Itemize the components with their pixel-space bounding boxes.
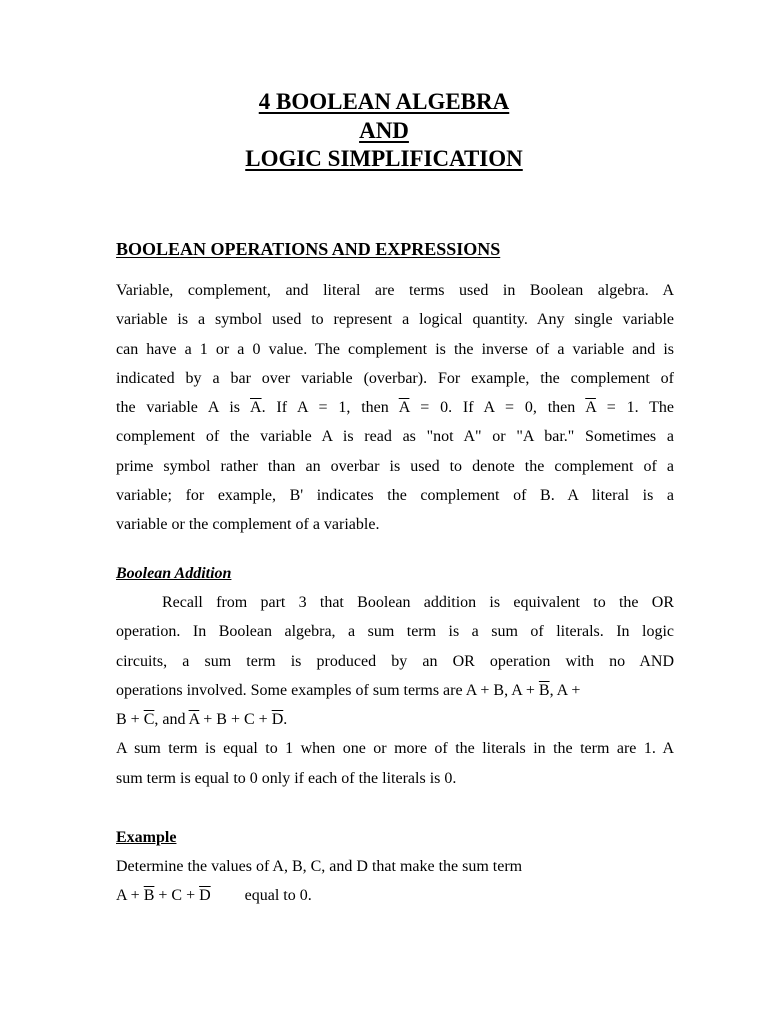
chapter-title-line-2: AND: [359, 118, 409, 143]
overbar-literal: $\overline{D}$: [271, 711, 284, 729]
addition-line: circuits, a sum term is produced by an OR operation with no AND: [116, 652, 674, 670]
chapter-title-line-3: LOGIC SIMPLIFICATION: [245, 146, 523, 171]
example-line: Determine the values of A, B, C, and D that make the sum term: [116, 858, 523, 875]
addition-paragraph: [116, 588, 674, 793]
intro-paragraph: [116, 276, 674, 540]
overbar-literal: $\overline{B}$: [143, 887, 155, 905]
intro-line: indicated by a bar over variable (overbar). For example, the complement of: [116, 369, 674, 387]
intro-line: variable or the complement of a variable.: [116, 516, 380, 534]
intro-line: prime symbol rather than an overbar is used to denote the complement of a: [116, 457, 674, 475]
overbar-literal: $\overline{A}$: [250, 399, 262, 417]
intro-line-complement: the variable A is $\overline{A}$. If A = 1, then $\overline{A} = 0$. If A = 0, then $\overline{A} = 1$. The: [116, 399, 674, 417]
section-heading: BOOLEAN OPERATIONS AND EXPRESSIONS: [116, 239, 501, 259]
intro-line: variable; for example, B' indicates the complement of B. A literal is a: [116, 487, 674, 505]
overbar-literal: $\overline{B}$: [538, 681, 550, 699]
example-heading: Example: [116, 829, 177, 846]
overbar-literal: $\overline{A}$: [188, 711, 200, 729]
addition-line: sum term is equal to 0 only if each of the literals is 0.: [116, 769, 457, 787]
addition-line: A sum term is equal to 1 when one or more of the literals in the term are 1. A: [116, 740, 674, 758]
overbar-literal: $\overline{A}$: [398, 399, 410, 417]
overbar-literal: $\overline{C}$: [143, 711, 155, 729]
boolean-addition-heading: Boolean Addition: [116, 565, 232, 582]
intro-line: can have a 1 or a 0 value. The complement is the inverse of a variable and is: [116, 340, 674, 358]
overbar-literal: $\overline{D}$: [199, 887, 211, 905]
chapter-title-line-1: 4 BOOLEAN ALGEBRA: [258, 89, 510, 114]
example-paragraph: [116, 852, 674, 911]
example-line-expression: $A + \overline{B} + C + \overline{D}$ equal to 0.: [116, 887, 312, 905]
addition-line-examples: $B + \overline{C}$, and $\overline{A} + B + C + \overline{D}$.: [116, 711, 288, 729]
intro-line: Variable, complement, and literal are terms used in Boolean algebra. A: [116, 282, 674, 299]
addition-line: Recall from part 3 that Boolean addition is equivalent to the OR: [162, 594, 674, 611]
intro-line: variable is a symbol used to represent a logical quantity. Any single variable: [116, 311, 674, 329]
addition-line: operation. In Boolean algebra, a sum term is a sum of literals. In logic: [116, 623, 674, 641]
addition-line-examples: operations involved. Some examples of sum terms are A + B, $A + \overline{B}$, A +: [116, 681, 581, 699]
overbar-literal: $\overline{A}$: [585, 399, 596, 417]
intro-line: complement of the variable A is read as "not A" or "A bar." Sometimes a: [116, 428, 674, 446]
